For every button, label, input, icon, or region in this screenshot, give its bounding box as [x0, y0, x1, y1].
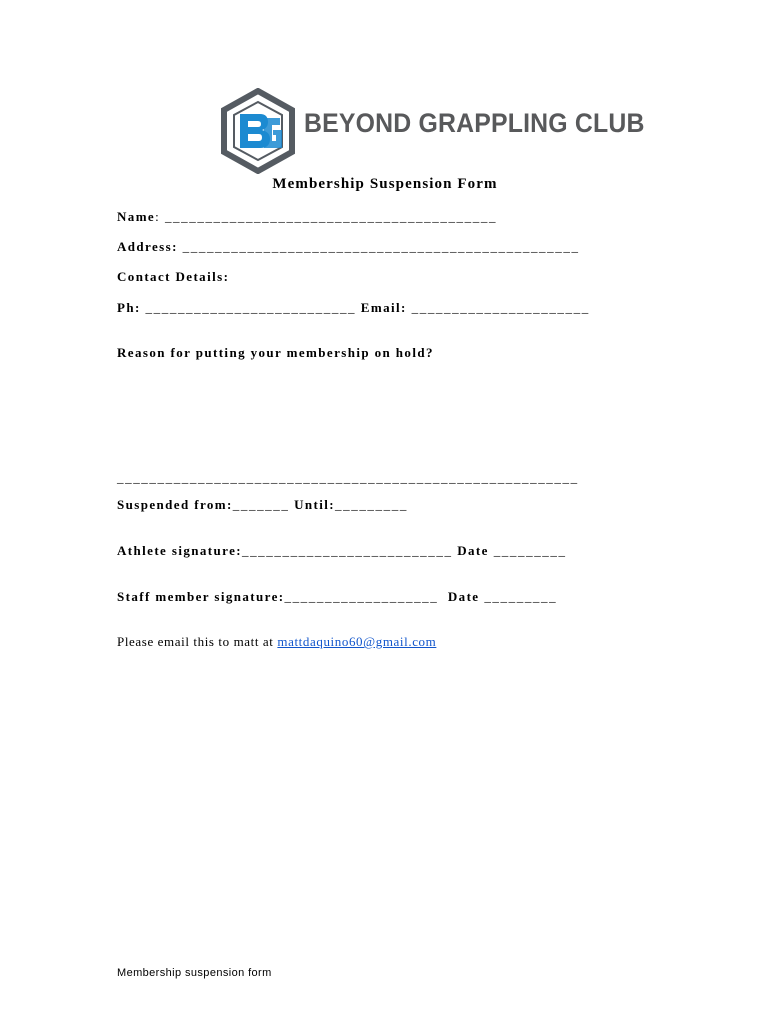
staff-date-label: Date — [443, 589, 480, 604]
email-instruction-text: Please email this to matt at — [117, 634, 278, 649]
until-label: Until: — [289, 497, 336, 512]
until-field[interactable]: _________ — [335, 497, 408, 512]
athlete-signature-row — [117, 543, 567, 559]
form-title: Membership Suspension Form — [272, 176, 498, 192]
address-row — [117, 239, 580, 255]
club-logo — [218, 88, 645, 174]
email-field[interactable]: ______________________ — [406, 300, 590, 315]
page-footer: Membership suspension form — [117, 967, 272, 979]
reason-field-line[interactable]: _________________________________________________________ — [117, 470, 579, 485]
suspension-dates-row — [117, 497, 408, 513]
address-field[interactable]: _________________________________________________ — [177, 239, 580, 254]
athlete-signature-field[interactable]: __________________________ — [241, 543, 453, 558]
email-instruction — [117, 634, 436, 650]
staff-signature-field[interactable]: ___________________ — [284, 589, 444, 604]
phone-email-row — [117, 300, 590, 316]
athlete-date-label: Date — [452, 543, 489, 558]
suspended-from-label: Suspended from: — [117, 497, 233, 512]
name-field[interactable]: _________________________________________ — [160, 209, 498, 224]
address-label: Address: — [117, 239, 178, 254]
staff-signature-row — [117, 589, 557, 605]
email-label: Email: — [356, 300, 407, 315]
name-colon: : — [155, 209, 161, 224]
email-link[interactable]: mattdaquino60@gmail.com — [277, 634, 437, 649]
reason-field[interactable] — [117, 470, 579, 486]
staff-signature-label: Staff member signature: — [117, 589, 285, 604]
name-row — [117, 209, 497, 225]
athlete-signature-label: Athlete signature: — [117, 543, 242, 558]
name-label: Name — [117, 209, 156, 224]
phone-label: Ph: — [117, 300, 141, 315]
suspended-from-field[interactable]: _______ — [232, 497, 290, 512]
reason-heading: Reason for putting your membership on hold? — [117, 345, 434, 360]
bg-monogram-icon — [218, 88, 298, 174]
phone-field[interactable]: __________________________ — [140, 300, 357, 315]
logo-wordmark: BEYOND GRAPPLING CLUB — [304, 108, 645, 138]
contact-details-heading: Contact Details: — [117, 269, 230, 284]
staff-date-field[interactable]: _________ — [479, 589, 558, 604]
athlete-date-field[interactable]: _________ — [488, 543, 567, 558]
